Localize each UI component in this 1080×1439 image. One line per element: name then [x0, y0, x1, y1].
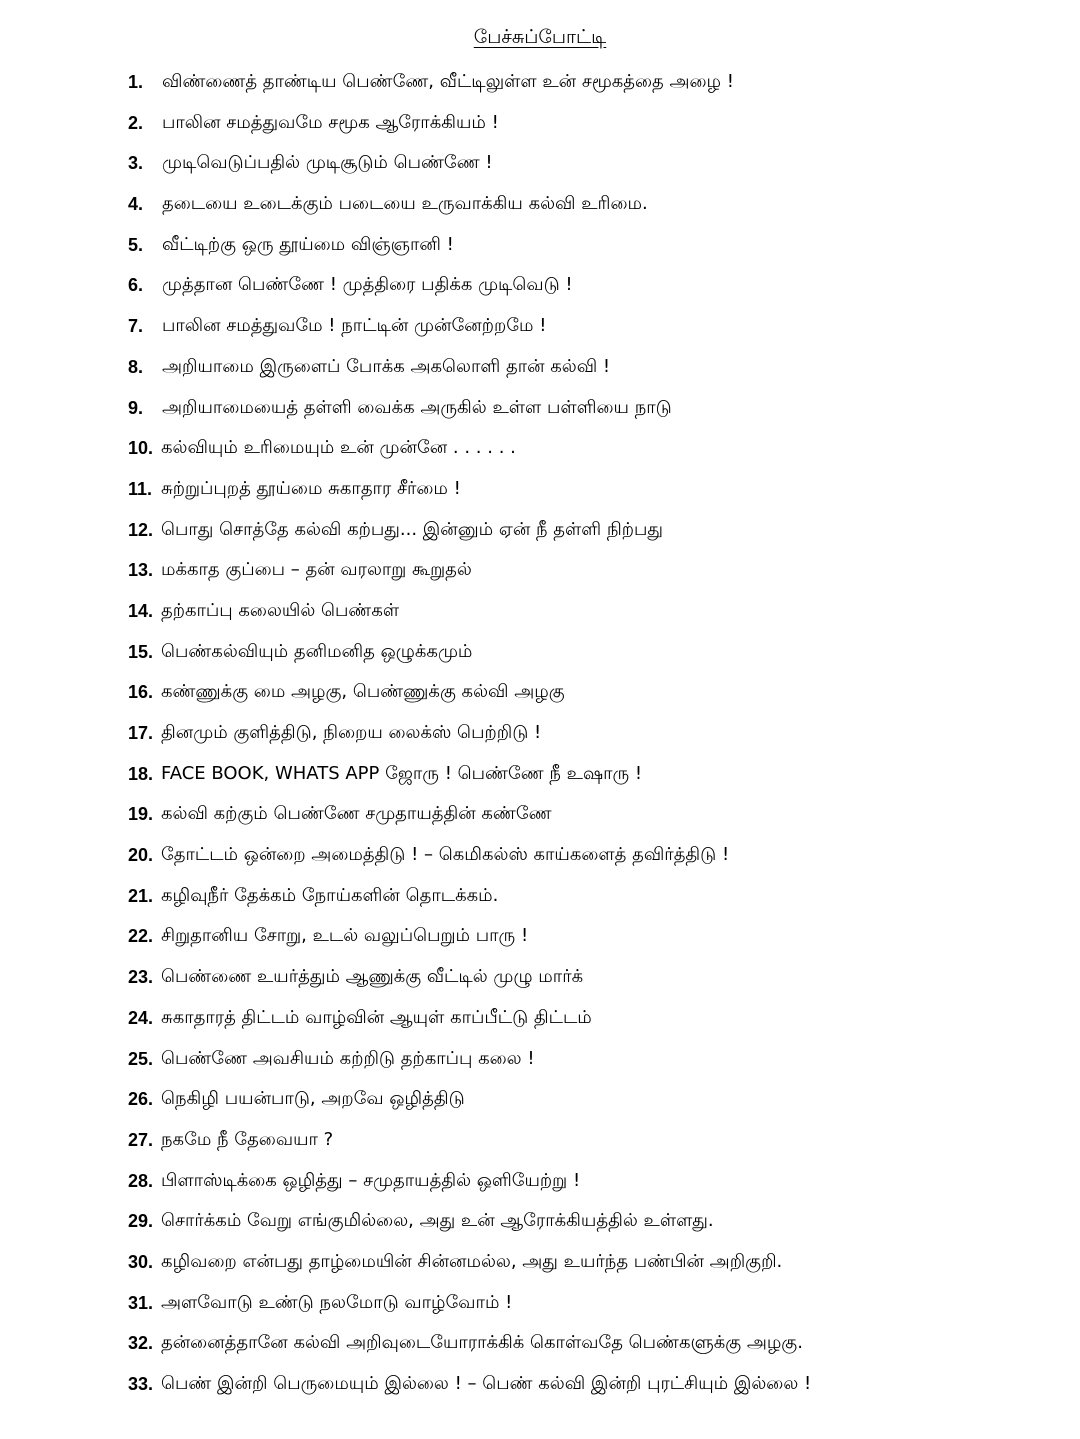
item-text: கழிவறை என்பது தாழ்மையின் சின்னமல்ல, அது உயர்ந்த பண்பின் அறிகுறி. — [161, 1250, 783, 1272]
item-number: 11. — [128, 478, 153, 499]
list-item — [128, 672, 1028, 713]
item-number: 6. — [128, 275, 144, 296]
item-text: மக்காத குப்பை – தன் வரலாறு கூறுதல் — [161, 559, 472, 581]
item-number: 5. — [128, 234, 144, 255]
item-number: 17. — [128, 723, 154, 743]
item-number: 4. — [128, 194, 144, 215]
list-item — [128, 388, 1028, 429]
item-number: 2. — [128, 112, 144, 133]
item-number: 27. — [128, 1129, 154, 1150]
list-item — [128, 306, 1028, 347]
list-item — [128, 550, 1028, 591]
item-text: பிளாஸ்டிக்கை ஒழித்து – சமுதாயத்தில் ஒளியேற்று ! — [161, 1169, 581, 1191]
item-number: 12. — [128, 519, 154, 540]
list-item — [128, 428, 1028, 469]
item-number: 9. — [128, 397, 144, 418]
list-item — [128, 916, 1028, 957]
item-text: நகமே நீ தேவையா ? — [161, 1128, 334, 1150]
list-item — [128, 835, 1028, 876]
item-text: தடையை உடைக்கும் படையை உருவாக்கிய கல்வி உரிமை. — [162, 193, 648, 215]
list-item — [128, 184, 1028, 225]
list-item — [128, 754, 1028, 795]
list-item — [128, 713, 1028, 754]
item-text: அறியாமையைத் தள்ளி வைக்க அருகில் உள்ள பள்ளியை நாடு — [162, 396, 672, 418]
item-text: பெண்கல்வியும் தனிமனித ஒழுக்கமும் — [161, 640, 473, 662]
item-number: 18. — [128, 763, 154, 784]
list-item — [128, 957, 1028, 998]
item-text: பெண்ணே அவசியம் கற்றிடு தற்காப்பு கலை ! — [161, 1047, 535, 1069]
list-item — [128, 1120, 1028, 1161]
list-item — [128, 62, 1028, 103]
item-text: தினமும் குளித்திடு, நிறைய லைக்ஸ் பெற்றிடு ! — [161, 722, 542, 743]
item-text: கழிவுநீர் தேக்கம் நோய்களின் தொடக்கம். — [161, 884, 499, 906]
list-item — [128, 1364, 1028, 1405]
item-number: 33. — [128, 1374, 154, 1394]
item-number: 31. — [128, 1292, 154, 1313]
page-title: பேச்சுப்போட்டி — [473, 26, 607, 48]
list-item — [128, 1079, 1028, 1120]
list-item — [128, 1323, 1028, 1364]
list-item — [128, 225, 1028, 266]
item-text: கல்வி கற்கும் பெண்ணே சமுதாயத்தின் கண்ணே — [161, 803, 552, 825]
item-number: 30. — [128, 1251, 154, 1272]
item-number: 16. — [128, 682, 154, 703]
item-number: 25. — [128, 1048, 154, 1069]
item-number: 7. — [128, 316, 144, 337]
item-text: அறியாமை இருளைப் போக்க அகலொளி தான் கல்வி ! — [162, 355, 611, 377]
item-text: தற்காப்பு கலையில் பெண்கள் — [161, 599, 400, 621]
item-text: தன்னைத்தானே கல்வி அறிவுடையோராக்கிக் கொள்வதே பெண்களுக்கு அழகு. — [161, 1332, 803, 1354]
item-number: 8. — [128, 356, 144, 377]
item-text: நெகிழி பயன்பாடு, அறவே ஒழித்திடு — [161, 1088, 465, 1110]
list-item — [128, 1201, 1028, 1242]
item-text: பெண்ணை உயர்த்தும் ஆணுக்கு வீட்டில் முழு மார்க் — [161, 966, 584, 988]
item-text: பாலின சமத்துவமே சமூக ஆரோக்கியம் ! — [162, 111, 499, 133]
item-text: கல்வியும் உரிமையும் உன் முன்னே . . . . . . — [161, 437, 516, 459]
list-item — [128, 591, 1028, 632]
item-text: வீட்டிற்கு ஒரு தூய்மை விஞ்ஞானி ! — [162, 233, 454, 255]
list-item — [128, 1283, 1028, 1324]
item-number: 20. — [128, 845, 154, 866]
item-number: 1. — [128, 72, 144, 92]
item-number: 23. — [128, 967, 154, 988]
list-item — [128, 103, 1028, 144]
item-text: கண்ணுக்கு மை அழகு, பெண்ணுக்கு கல்வி அழகு — [161, 681, 565, 703]
list-item — [128, 876, 1028, 917]
list-item — [128, 469, 1028, 510]
item-text: விண்ணைத் தாண்டிய பெண்ணே, வீட்டிலுள்ள உன் சமூகத்தை அழை ! — [162, 71, 734, 92]
item-text: சொர்க்கம் வேறு எங்குமில்லை, அது உன் ஆரோக்கியத்தில் உள்ளது. — [161, 1210, 714, 1232]
list-item — [128, 347, 1028, 388]
list-item — [128, 1039, 1028, 1080]
item-text: பாலின சமத்துவமே ! நாட்டின் முன்னேற்றமே ! — [162, 315, 547, 337]
item-number: 22. — [128, 926, 154, 947]
list-item — [128, 794, 1028, 835]
item-text: சுகாதாரத் திட்டம் வாழ்வின் ஆயுள் காப்பீட்டு திட்டம் — [161, 1006, 592, 1028]
list-item — [128, 1161, 1028, 1202]
item-number: 26. — [128, 1089, 154, 1110]
list-item — [128, 998, 1028, 1039]
list-item — [128, 265, 1028, 306]
item-number: 21. — [128, 885, 154, 906]
list-item — [128, 1242, 1028, 1283]
item-number: 15. — [128, 641, 154, 662]
item-number: 32. — [128, 1333, 154, 1354]
item-number: 29. — [128, 1211, 154, 1232]
item-text: அளவோடு உண்டு நலமோடு வாழ்வோம் ! — [161, 1291, 513, 1313]
list-item — [128, 510, 1028, 551]
item-number: 14. — [128, 600, 154, 621]
item-text: முத்தான பெண்ணே ! முத்திரை பதிக்க முடிவெடு ! — [162, 274, 573, 296]
item-text: பெண் இன்றி பெருமையும் இல்லை ! – பெண் கல்வி இன்றி புரட்சியும் இல்லை ! — [161, 1373, 812, 1394]
item-number: 19. — [128, 804, 154, 825]
list-item — [128, 143, 1028, 184]
item-text: FACE BOOK, WHATS APP ஜோரு ! பெண்ணே நீ உஷாரு ! — [161, 762, 643, 784]
item-number: 3. — [128, 153, 144, 174]
item-text: பொது சொத்தே கல்வி கற்பது... இன்னும் ஏன் நீ தள்ளி நிற்பது — [161, 518, 664, 540]
slogan-list — [128, 62, 1028, 1405]
item-text: சுற்றுப்புறத் தூய்மை சுகாதார சீர்மை ! — [161, 477, 461, 499]
item-number: 24. — [128, 1007, 154, 1028]
list-item — [128, 632, 1028, 673]
item-text: சிறுதானிய சோறு, உடல் வலுப்பெறும் பாரு ! — [161, 925, 529, 947]
item-number: 13. — [128, 560, 154, 581]
item-number: 10. — [128, 438, 154, 459]
item-text: தோட்டம் ஒன்றை அமைத்திடு ! – கெமிகல்ஸ் காய்களைத் தவிர்த்திடு ! — [161, 844, 730, 866]
item-number: 28. — [128, 1170, 154, 1191]
item-text: முடிவெடுப்பதில் முடிசூடும் பெண்ணே ! — [162, 152, 493, 174]
